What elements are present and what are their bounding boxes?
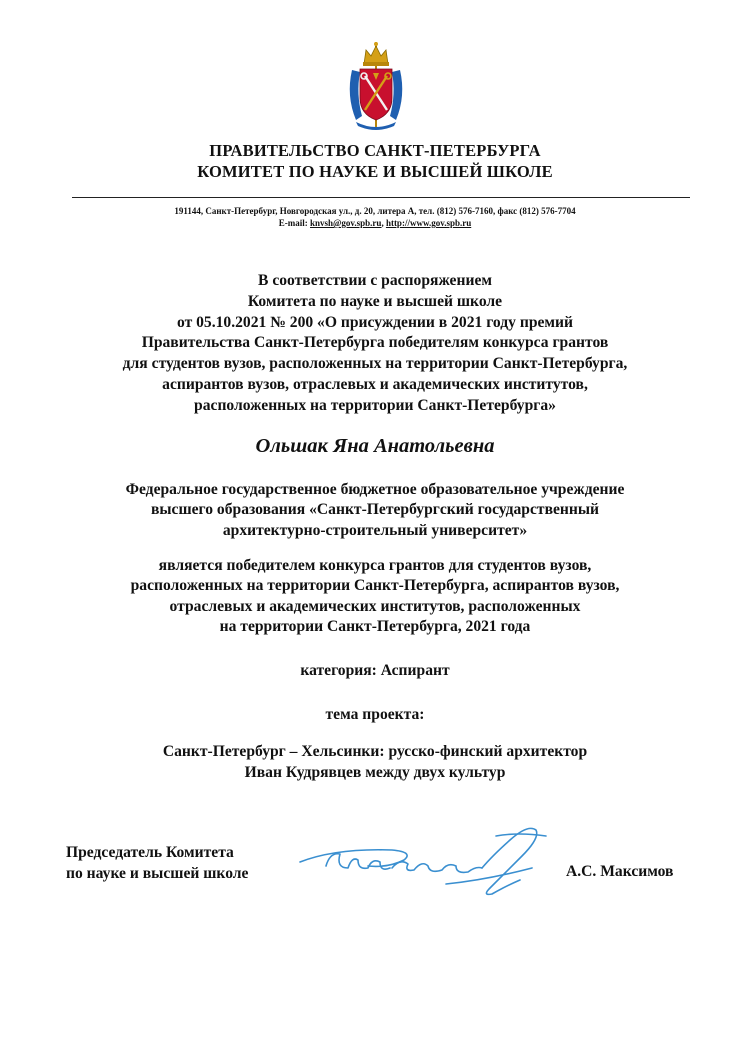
contact-line	[0, 218, 750, 228]
coat-of-arms-emblem	[342, 36, 410, 134]
decree-line: от 05.10.2021 № 200 «О присуждении в 2021 году премий	[176, 313, 574, 331]
signer-name: А.С. Максимов	[566, 863, 674, 880]
statement-line: расположенных на территории Санкт-Петербурга, аспирантов вузов,	[130, 577, 620, 595]
email-prefix: E-mail:	[278, 218, 311, 228]
handwritten-signature	[296, 822, 554, 908]
decree-line: расположенных на территории Санкт-Петербурга»	[194, 396, 556, 414]
decree-paragraph	[60, 271, 690, 417]
decree-line: аспирантов вузов, отраслевых и академических институтов,	[162, 375, 588, 393]
website-link[interactable]: http://www.gov.spb.ru	[385, 218, 472, 228]
decree-line: В соответствии с распоряжением	[258, 272, 492, 289]
chairman-title-line: Председатель Комитета	[66, 844, 234, 861]
chairman-title	[66, 843, 248, 884]
recipient-name: Ольшак Яна Анатольевна	[255, 435, 495, 457]
statement-line: на территории Санкт-Петербурга, 2021 года	[219, 618, 531, 636]
decree-line: Правительства Санкт-Петербурга победителям конкурса грантов	[141, 334, 609, 352]
topic-label: тема проекта:	[325, 706, 425, 723]
organization-line: высшего образования «Санкт-Петербургский государственный	[150, 501, 600, 519]
organization-line: Федеральное государственное бюджетное образовательное учреждение	[125, 481, 625, 498]
organization-paragraph	[60, 480, 690, 541]
header-divider	[72, 197, 690, 198]
organization-line: архитектурно-строительный университет»	[222, 521, 528, 539]
topic-line: Иван Кудрявцев между двух культур	[244, 763, 506, 781]
decree-line: Комитета по науке и высшей школе	[247, 292, 503, 310]
postal-address: 191144, Санкт-Петербург, Новгородская ул., д. 20, литера А, тел. (812) 576-7160, факс (812) 576-7704	[174, 206, 576, 216]
project-topic	[60, 742, 690, 783]
contact-separator: ,	[381, 218, 386, 228]
decree-line: для студентов вузов, расположенных на территории Санкт-Петербурга,	[122, 355, 628, 373]
winner-statement	[60, 556, 690, 638]
chairman-title-line: по науке и высшей школе	[66, 864, 249, 882]
topic-line: Санкт-Петербург – Хельсинки: русско-финский архитектор	[162, 743, 588, 760]
committee-title: КОМИТЕТ ПО НАУКЕ И ВЫСШЕЙ ШКОЛЕ	[197, 162, 553, 181]
category: категория: Аспирант	[300, 662, 450, 679]
government-title: ПРАВИТЕЛЬСТВО САНКТ-ПЕТЕРБУРГА	[209, 141, 541, 160]
email-link[interactable]: knvsh@gov.spb.ru	[310, 218, 382, 228]
statement-line: отраслевых и академических институтов, расположенных	[169, 597, 581, 615]
statement-line: является победителем конкурса грантов для студентов вузов,	[158, 557, 592, 574]
